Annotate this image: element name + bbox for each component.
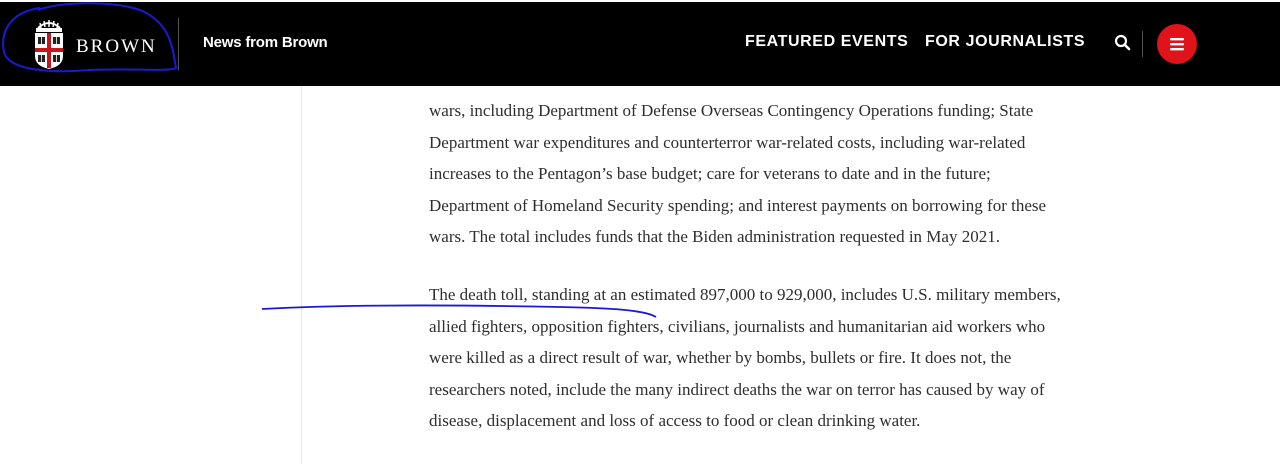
brown-logo-link[interactable] <box>32 16 157 72</box>
content-left-rule <box>301 86 302 464</box>
paragraph-line: The death toll, standing at an estimated 897,000 to 929,000, includes U.S. military members, <box>429 285 1061 304</box>
article-paragraph <box>429 95 1109 253</box>
site-header <box>0 0 1280 86</box>
hamburger-menu-icon <box>1157 24 1197 64</box>
paragraph-line: wars, including Department of Defense Overseas Contingency Operations funding; State <box>429 101 1034 120</box>
nav-for-journalists[interactable]: FOR JOURNALISTS <box>925 33 1086 50</box>
paragraph-line: were killed as a direct result of war, whether by bombs, bullets or fire. It does not, the <box>429 348 1012 368</box>
header-divider <box>178 18 179 70</box>
paragraph-line: wars. The total includes funds that the Biden administration requested in May 2021. <box>429 227 1000 247</box>
logo-wordmark: BROWN <box>76 36 157 57</box>
paragraph-line: disease, displacement and loss of access to food or clean drinking water. <box>429 411 921 431</box>
paragraph-line: Department of Homeland Security spending; and interest payments on borrowing for these <box>429 195 1047 215</box>
nav-separator <box>1142 31 1143 57</box>
menu-button[interactable] <box>1157 24 1197 64</box>
article-paragraph <box>429 279 1109 437</box>
paragraph-line: Department war expenditures and counterterror war-related costs, including war-related <box>429 132 1026 152</box>
nav-featured-events[interactable]: FEATURED EVENTS <box>745 33 909 50</box>
paragraph-line: allied fighters, opposition fighters, civilians, journalists and humanitarian aid workers who <box>429 316 1046 336</box>
paragraph-line: researchers noted, include the many indirect deaths the war on terror has caused by way of <box>429 379 1045 399</box>
paragraph-line: increases to the Pentagon’s base budget; care for veterans to date and in the future; <box>429 164 991 184</box>
brown-shield-icon <box>32 18 66 70</box>
site-title-link[interactable]: News from Brown <box>203 34 328 51</box>
search-button[interactable] <box>1112 32 1134 54</box>
search-icon <box>1112 32 1134 54</box>
